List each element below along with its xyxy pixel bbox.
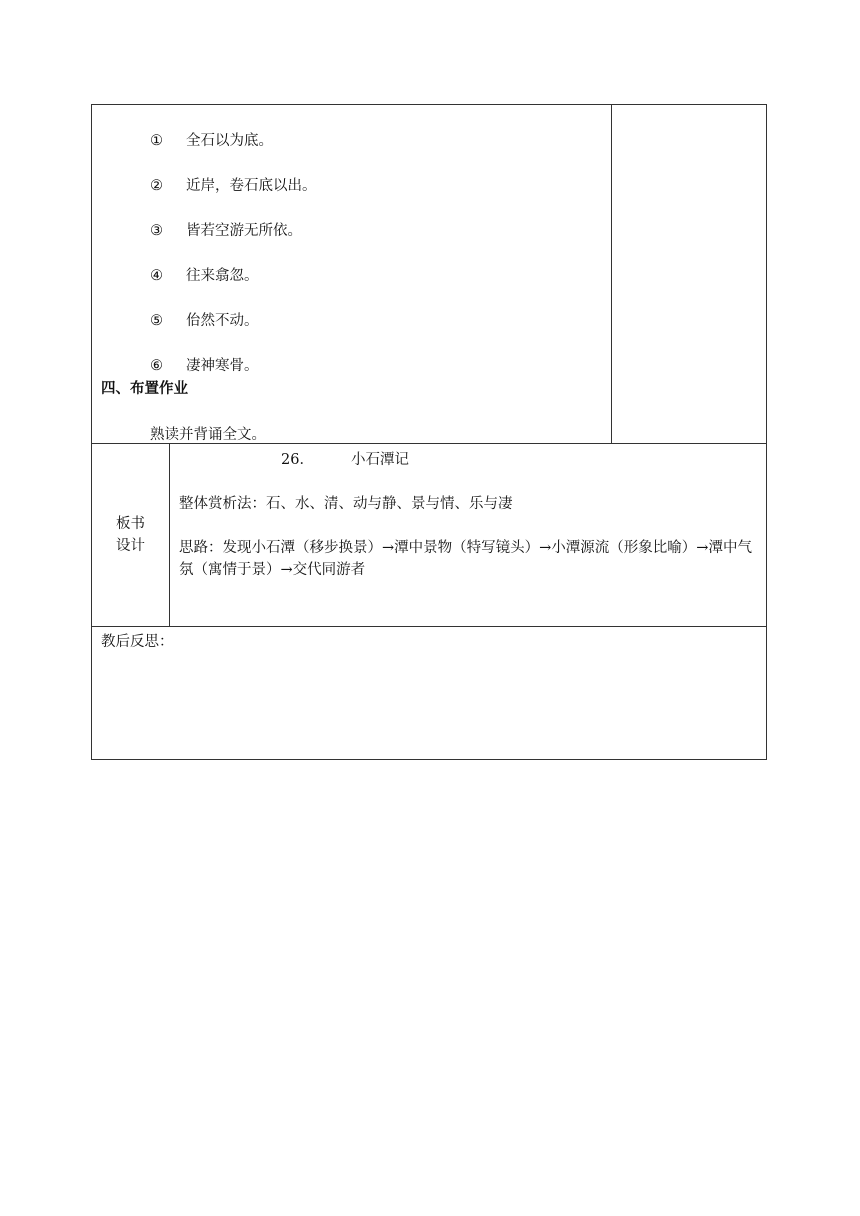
thought-line: 思路：发现小石潭（移步换景）→潭中景物（特写镜头）→小潭源流（形象比喻）→潭中气氛（寓情于景）→交代同游者 [179, 540, 752, 578]
point-text: 皆若空游无所依。 [186, 223, 302, 239]
board-design-content [170, 444, 766, 626]
point-number: ③ [150, 223, 163, 239]
point-item-1 [150, 129, 273, 150]
point-item-3 [150, 219, 302, 240]
homework-text: 熟读并背诵全文。 [150, 427, 266, 443]
notes-cell [612, 105, 766, 443]
point-text: 凄神寒骨。 [186, 358, 259, 374]
teaching-content-row [92, 105, 766, 444]
point-item-6 [150, 354, 259, 375]
point-number: ⑤ [150, 313, 163, 329]
board-design-label-line1: 板书 [116, 516, 145, 532]
point-item-5 [150, 309, 259, 330]
point-text: 全石以为底。 [186, 133, 273, 149]
point-number: ⑥ [150, 358, 163, 374]
point-text: 佁然不动。 [186, 313, 259, 329]
point-text: 近岸，卷石底以出。 [186, 178, 317, 194]
point-item-4 [150, 264, 259, 285]
reflection-label: 教后反思： [101, 634, 174, 650]
section-heading: 四、布置作业 [101, 381, 188, 397]
analysis-method-line: 整体赏析法：石、水、清、动与静、景与情、乐与凄 [179, 496, 513, 512]
lesson-number: 26． [281, 452, 314, 468]
point-number: ② [150, 178, 163, 194]
lesson-title-text: 小石潭记 [351, 452, 409, 468]
board-design-row [92, 444, 766, 627]
lesson-plan-table [91, 104, 767, 760]
point-number: ④ [150, 268, 163, 284]
board-design-label [92, 444, 170, 626]
point-number: ① [150, 133, 163, 149]
point-item-2 [150, 174, 317, 195]
board-design-label-line2: 设计 [116, 538, 145, 554]
reflection-row [92, 627, 766, 759]
lesson-title [281, 448, 409, 469]
point-text: 往来翕忽。 [186, 268, 259, 284]
teaching-content-cell [92, 105, 612, 443]
